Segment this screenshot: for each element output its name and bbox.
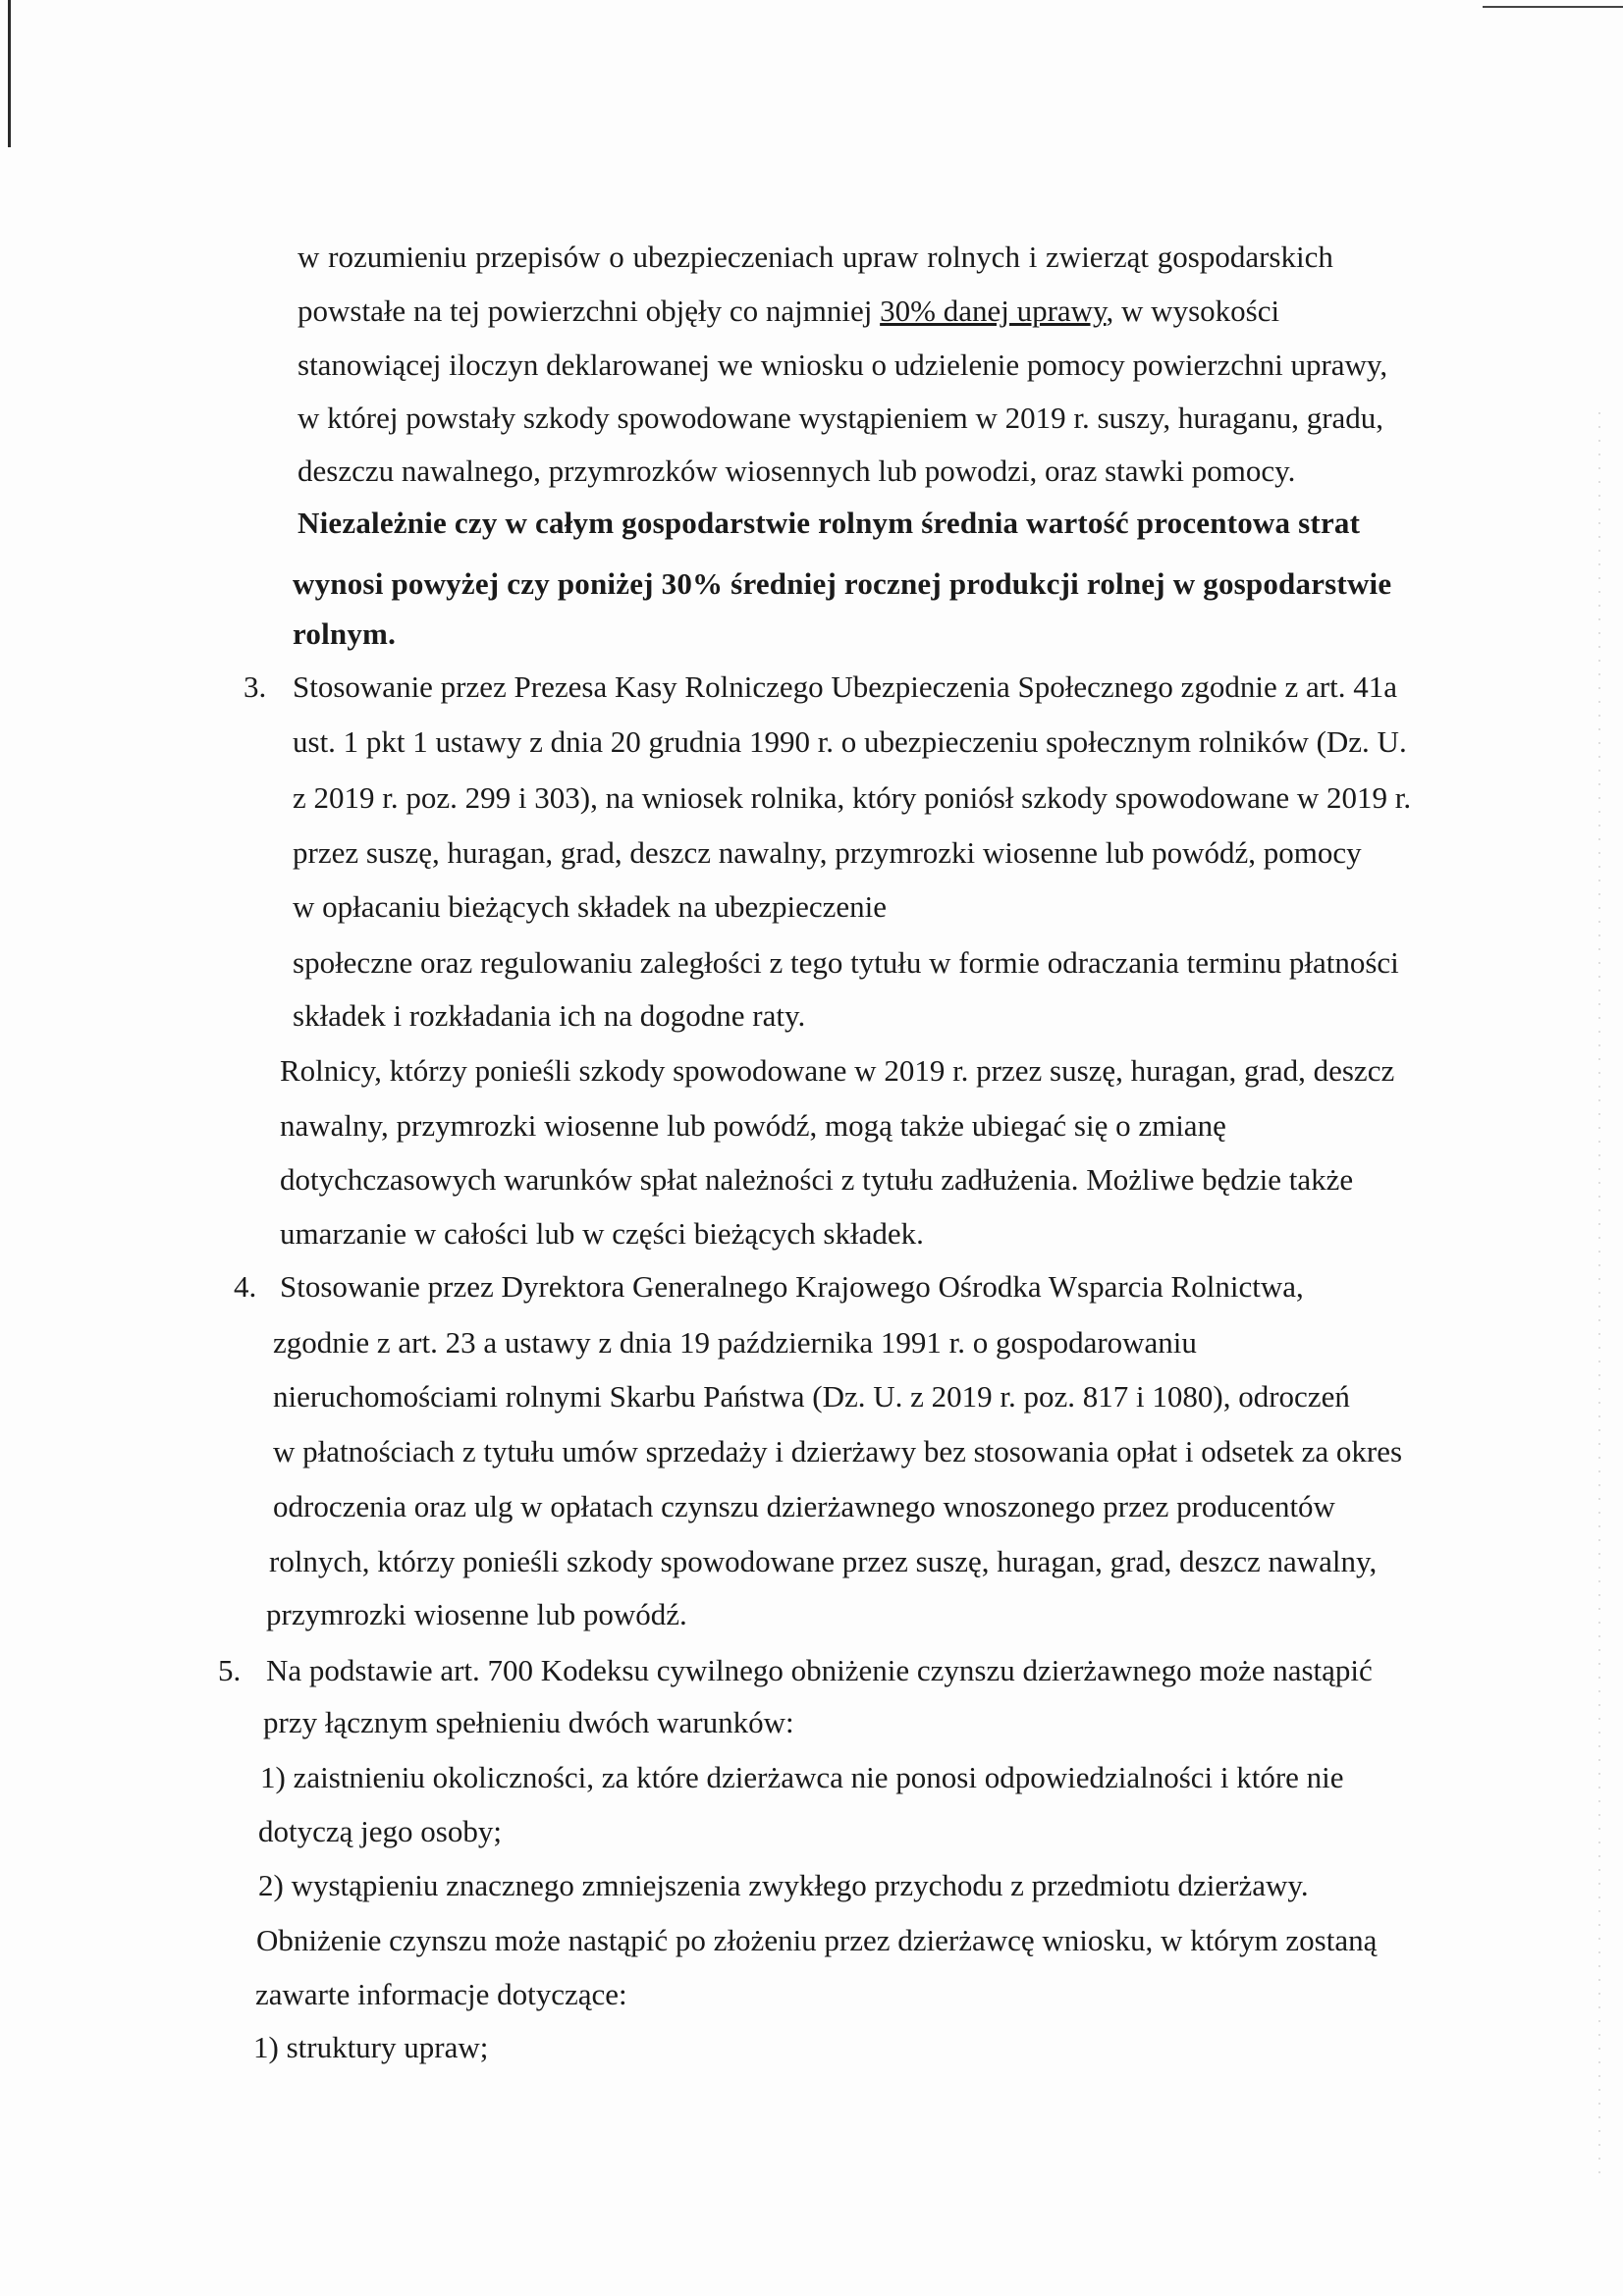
bold-text-line: wynosi powyżej czy poniżej 30% średniej rocznej produkcji rolnej w gospodarstwie <box>293 566 1392 601</box>
text-line: deszczu nawalnego, przymrozków wiosennych lub powodzi, oraz stawki pomocy. <box>298 454 1296 488</box>
text-line: 2) wystąpieniu znacznego zmniejszenia zwykłego przychodu z przedmiotu dzierżawy. <box>258 1868 1309 1902</box>
list-number: 4. <box>234 1269 257 1304</box>
text-line: umarzanie w całości lub w części bieżących składek. <box>280 1216 924 1251</box>
text-line: dotychczasowych warunków spłat należności z tytułu zadłużenia. Możliwe będzie także <box>280 1162 1354 1197</box>
text-line: Na podstawie art. 700 Kodeksu cywilnego obniżenie czynszu dzierżawnego może nastąpić <box>266 1653 1373 1687</box>
text-line: przez suszę, huragan, grad, deszcz nawalny, przymrozki wiosenne lub powódź, pomocy <box>293 835 1362 870</box>
text-line: składek i rozkładania ich na dogodne raty. <box>293 998 806 1033</box>
text-line: w płatnościach z tytułu umów sprzedaży i dzierżawy bez stosowania opłat i odsetek za okres <box>273 1434 1403 1468</box>
text-line: Stosowanie przez Prezesa Kasy Rolniczego Ubezpieczenia Społecznego zgodnie z art. 41a <box>293 669 1398 704</box>
text-line: w opłacaniu bieżących składek na ubezpieczenie <box>293 889 888 924</box>
text-line: 1) zaistnieniu okoliczności, za które dzierżawca nie ponosi odpowiedzialności i które nie <box>260 1760 1344 1794</box>
text-line: nawalny, przymrozki wiosenne lub powódź, mogą także ubiegać się o zmianę <box>280 1108 1226 1143</box>
text-line: zgodnie z art. 23 a ustawy z dnia 19 października 1991 r. o gospodarowaniu <box>273 1325 1197 1360</box>
list-number: 5. <box>218 1653 242 1687</box>
text-line: w rozumieniu przepisów o ubezpieczeniach upraw rolnych i zwierząt gospodarskich <box>298 240 1333 274</box>
text-line: przy łącznym spełnieniu dwóch warunków: <box>263 1705 794 1739</box>
bold-text-line: Niezależnie czy w całym gospodarstwie rolnym średnia wartość procentowa strat <box>298 506 1361 540</box>
list-number: 3. <box>243 669 267 704</box>
text-line: przymrozki wiosenne lub powódź. <box>266 1597 687 1631</box>
text-line: Stosowanie przez Dyrektora Generalnego Krajowego Ośrodka Wsparcia Rolnictwa, <box>280 1269 1304 1304</box>
text-line: Obniżenie czynszu może nastąpić po złożeniu przez dzierżawcę wniosku, w którym zostaną <box>256 1923 1378 1957</box>
underlined-text: 30% danej uprawy <box>880 294 1107 328</box>
text-line: z 2019 r. poz. 299 i 303), na wniosek rolnika, który poniósł szkody spowodowane w 2019 r. <box>293 780 1412 815</box>
text-line: społeczne oraz regulowaniu zaległości z tego tytułu w formie odraczania terminu płatności <box>293 945 1399 980</box>
text-line <box>298 292 1279 331</box>
scan-edge-mark <box>8 0 11 147</box>
text-segment: , w wysokości <box>1106 294 1280 328</box>
text-line: odroczenia oraz ulg w opłatach czynszu dzierżawnego wnoszonego przez producentów <box>273 1489 1335 1523</box>
text-line: 1) struktury upraw; <box>253 2030 489 2064</box>
text-line: nieruchomościami rolnymi Skarbu Państwa (Dz. U. z 2019 r. poz. 817 i 1080), odroczeń <box>273 1379 1350 1414</box>
text-line: dotyczą jego osoby; <box>258 1814 502 1848</box>
text-line: zawarte informacje dotyczące: <box>255 1977 627 2011</box>
text-line: ust. 1 pkt 1 ustawy z dnia 20 grudnia 1990 r. o ubezpieczeniu społecznym rolników (Dz. U. <box>293 724 1407 759</box>
bold-text-line: rolnym. <box>293 616 397 651</box>
text-line: stanowiącej iloczyn deklarowanej we wniosku o udzielenie pomocy powierzchni uprawy, <box>298 347 1388 382</box>
scan-edge-mark <box>1483 6 1623 8</box>
scan-noise <box>1598 412 1600 2179</box>
text-segment: powstałe na tej powierzchni objęły co najmniej <box>298 294 881 328</box>
text-line: rolnych, którzy ponieśli szkody spowodowane przez suszę, huragan, grad, deszcz nawalny, <box>269 1544 1378 1578</box>
text-line: Rolnicy, którzy ponieśli szkody spowodowane w 2019 r. przez suszę, huragan, grad, deszcz <box>280 1053 1395 1088</box>
text-line: w której powstały szkody spowodowane wystąpieniem w 2019 r. suszy, huraganu, gradu, <box>298 400 1384 435</box>
